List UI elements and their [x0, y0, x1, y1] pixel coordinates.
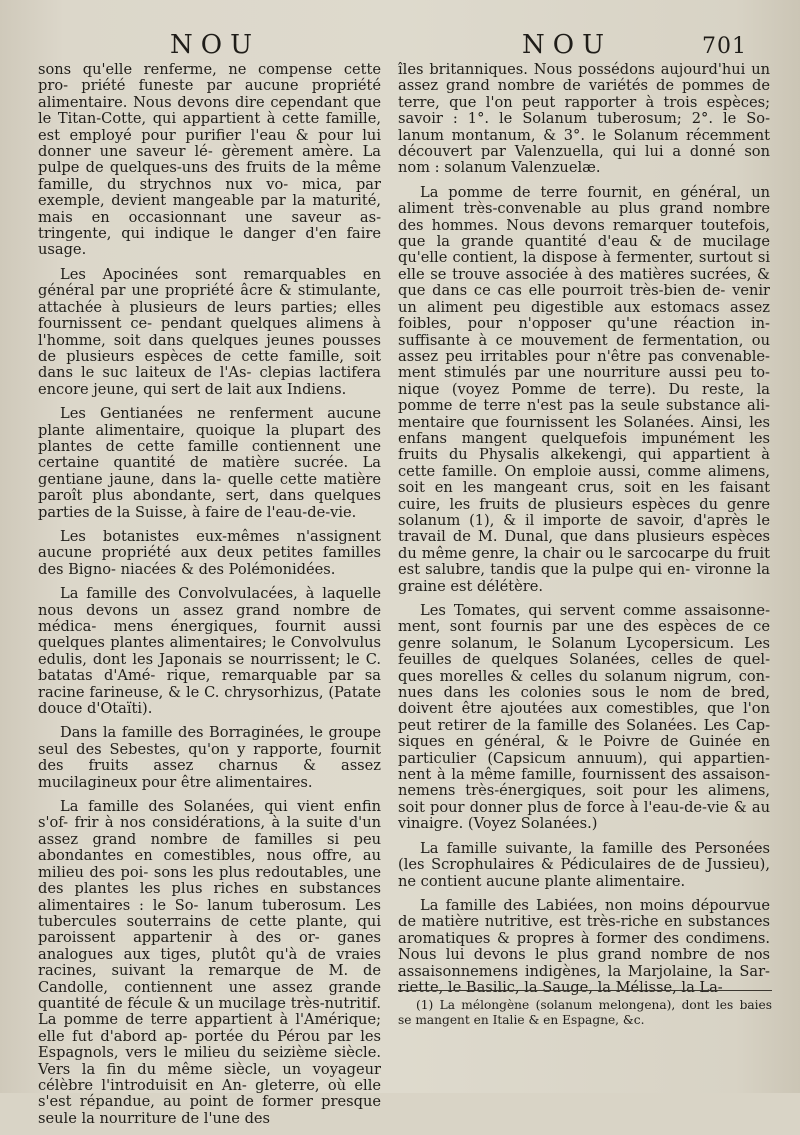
paragraph: Les Apocinées sont remarquables en général par une propriété âcre & stimulante, attachée à plusieurs de leurs parties; elles fournissent ce- pendant quelques alimens à l'homme, soit dans quelques jeunes pousses de plusieurs espèces de cette famille, soit dans le suc laiteux de l'As- clepias lactifera encore jeune, qui sert de lait aux Indiens.: [38, 265, 381, 398]
paragraph: Les Gentianées ne renferment aucune plante alimentaire, quoique la plupart des plantes de cette famille contiennent une certaine quantité de matière sucrée. La gentiane jaune, dans la- quelle cette matière paroît plus abondante, sert, dans quelques parties de la Suisse, à faire de l'eau-de-vie.: [38, 405, 381, 521]
paragraph: La pomme de terre fournit, en général, un aliment très-convenable au plus grand nombre des hommes. Nous devons remarquer toutefois, que la grande quantité d'eau & de mucilage qu'elle contient, la dispose à fermenter, surtout si elle se trouve associée à des matières sucrées, & que dans ce cas elle pourroit très-bien de- venir un aliment peu digestible aux estomacs assez foibles, pour n'opposer qu'une réaction in- suffisante à ce mouvement de fermentation, ou assez peu irritables pour n'être pas convenable- ment stimulés par une nourriture aussi peu to- nique (voyez Pomme de terre). Du reste, la pomme de terre n'est pas la seule substance ali- mentaire que fournissent les Solanées. Ainsi, les enfans mangent quelquefois impunément les fruits du Physalis alkekengi, qui appartient à cette famille. On emploie aussi, comme alimens, soit en les mangeant crus, soit en les faisant cuire, les fruits de plusieurs espèces du genre solanum (1), & il importe de savoir, d'après le travail de M. Dunal, que dans plusieurs espèces du même genre, la chair ou le sarcocarpe du fruit est salubre, tandis que la pulpe qui en- vironne la graine est délétère.: [398, 183, 770, 595]
paragraph: La famille des Convolvulacées, à laquelle nous devons un assez grand nombre de médica- mens énergiques, fournit aussi quelques plantes alimentaires; le Convolvulus edulis, dont les Japonais se nourrissent; le C. batatas d'Amé- rique, remarquable par sa racine farineuse, & le C. chrysorhizus, (Patate douce d'Otaïti).: [38, 585, 381, 718]
paragraph: îles britanniques. Nous possédons aujourd'hui un assez grand nombre de variétés de pommes de terre, que l'on peut rapporter à trois espèces; savoir : 1°. le Solanum tuberosum; 2°. le So- lanum montanum, & 3°. le Solanum récemment découvert par Valenzuella, qui lui a donné son nom : solanum Valenzuelæ.: [398, 61, 770, 177]
header-left-title: NOU: [170, 30, 260, 60]
paragraph: sons qu'elle renferme, ne compense cette pro- priété funeste par aucune propriété alimentaire. Nous devons dire cependant que le Titan-Cotte, qui appartient à cette famille, est employé pour purifier l'eau & pour lui donner une saveur lé- gèrement amère. La pulpe de quelques-uns des fruits de la même famille, du strychnos nux vo- mica, par exemple, devient mangeable par la maturité, mais en occasionnant une saveur as- tringente, qui indique le danger d'en faire usage.: [38, 61, 381, 259]
left-column: [38, 62, 381, 1135]
running-header: [0, 30, 800, 60]
right-column: [398, 62, 770, 1004]
paragraph: La famille des Solanées, qui vient enfin s'of- frir à nos considérations, à la suite d'un assez grand nombre de familles si peu abondantes en comestibles, nous offre, au milieu des poi- sons les plus redoutables, une des plantes les plus riches en substances alimentaires : le So- lanum tuberosum. Les tubercules souterrains de cette plante, qui paroissent appartenir à des or- ganes analogues aux tiges, plutôt qu'à de vraies racines, suivant la remarque de M. de Candolle, contiennent une assez grande quantité de fécule & un mucilage très-nutritif. La pomme de terre appartient à l'Amérique; elle fut d'abord ap- portée du Pérou par les Espagnols, vers le milieu du seizième siècle. Vers la fin du même siècle, un voyageur célèbre l'introduisit en An- gleterre, où elle s'est répandue, au point de former presque seule la nourriture de l'une des: [38, 798, 381, 1127]
page-number: 701: [702, 34, 747, 59]
footnote: (1) La mélongène (solanum melongena), dont les baies se mangent en Italie & en Espagne, &c.: [398, 998, 772, 1027]
header-right-title: NOU: [522, 30, 612, 60]
footnote-rule: [398, 990, 772, 991]
paragraph: Les botanistes eux-mêmes n'assignent aucune propriété aux deux petites familles des Bigno- niacées & des Polémonidées.: [38, 527, 381, 578]
paragraph: Dans la famille des Borraginées, le groupe seul des Sebestes, qu'on y rapporte, fournit des fruits assez charnus & assez mucilagineux pour être alimentaires.: [38, 724, 381, 791]
paragraph: Les Tomates, qui servent comme assaisonne- ment, sont fournis par une des espèces de ce genre solanum, le Solanum Lycopersicum. Les feuilles de quelques Solanées, celles de quel- ques morelles & celles du solanum nigrum, con- nues dans les colonies sous le nom de bred, doivent être ajoutées aux comestibles, que l'on peut retirer de la famille des Solanées. Les Cap- siques en général, & le Poivre de Guinée en particulier (Capsicum annuum), qui appartien- nent à la même famille, fournissent des assaison- nemens très-énergiques, soit pour les alimens, soit pour donner plus de force à l'eau-de-vie & au vinaigre. (Voyez Solanées.): [398, 602, 770, 833]
paragraph: La famille des Labiées, non moins dépourvue de matière nutritive, est très-riche en substances aromatiques & propres à former des condimens. Nous lui devons le plus grand nombre de nos assaisonnemens indigènes, la Marjolaine, la Sar- riette, le Basilic, la Sauge, la Mélisse, la La-: [398, 896, 770, 996]
paragraph: La famille suivante, la famille des Personées (les Scrophulaires & Pédiculaires de de Jussieu), ne contient aucune plante alimentaire.: [398, 839, 770, 890]
